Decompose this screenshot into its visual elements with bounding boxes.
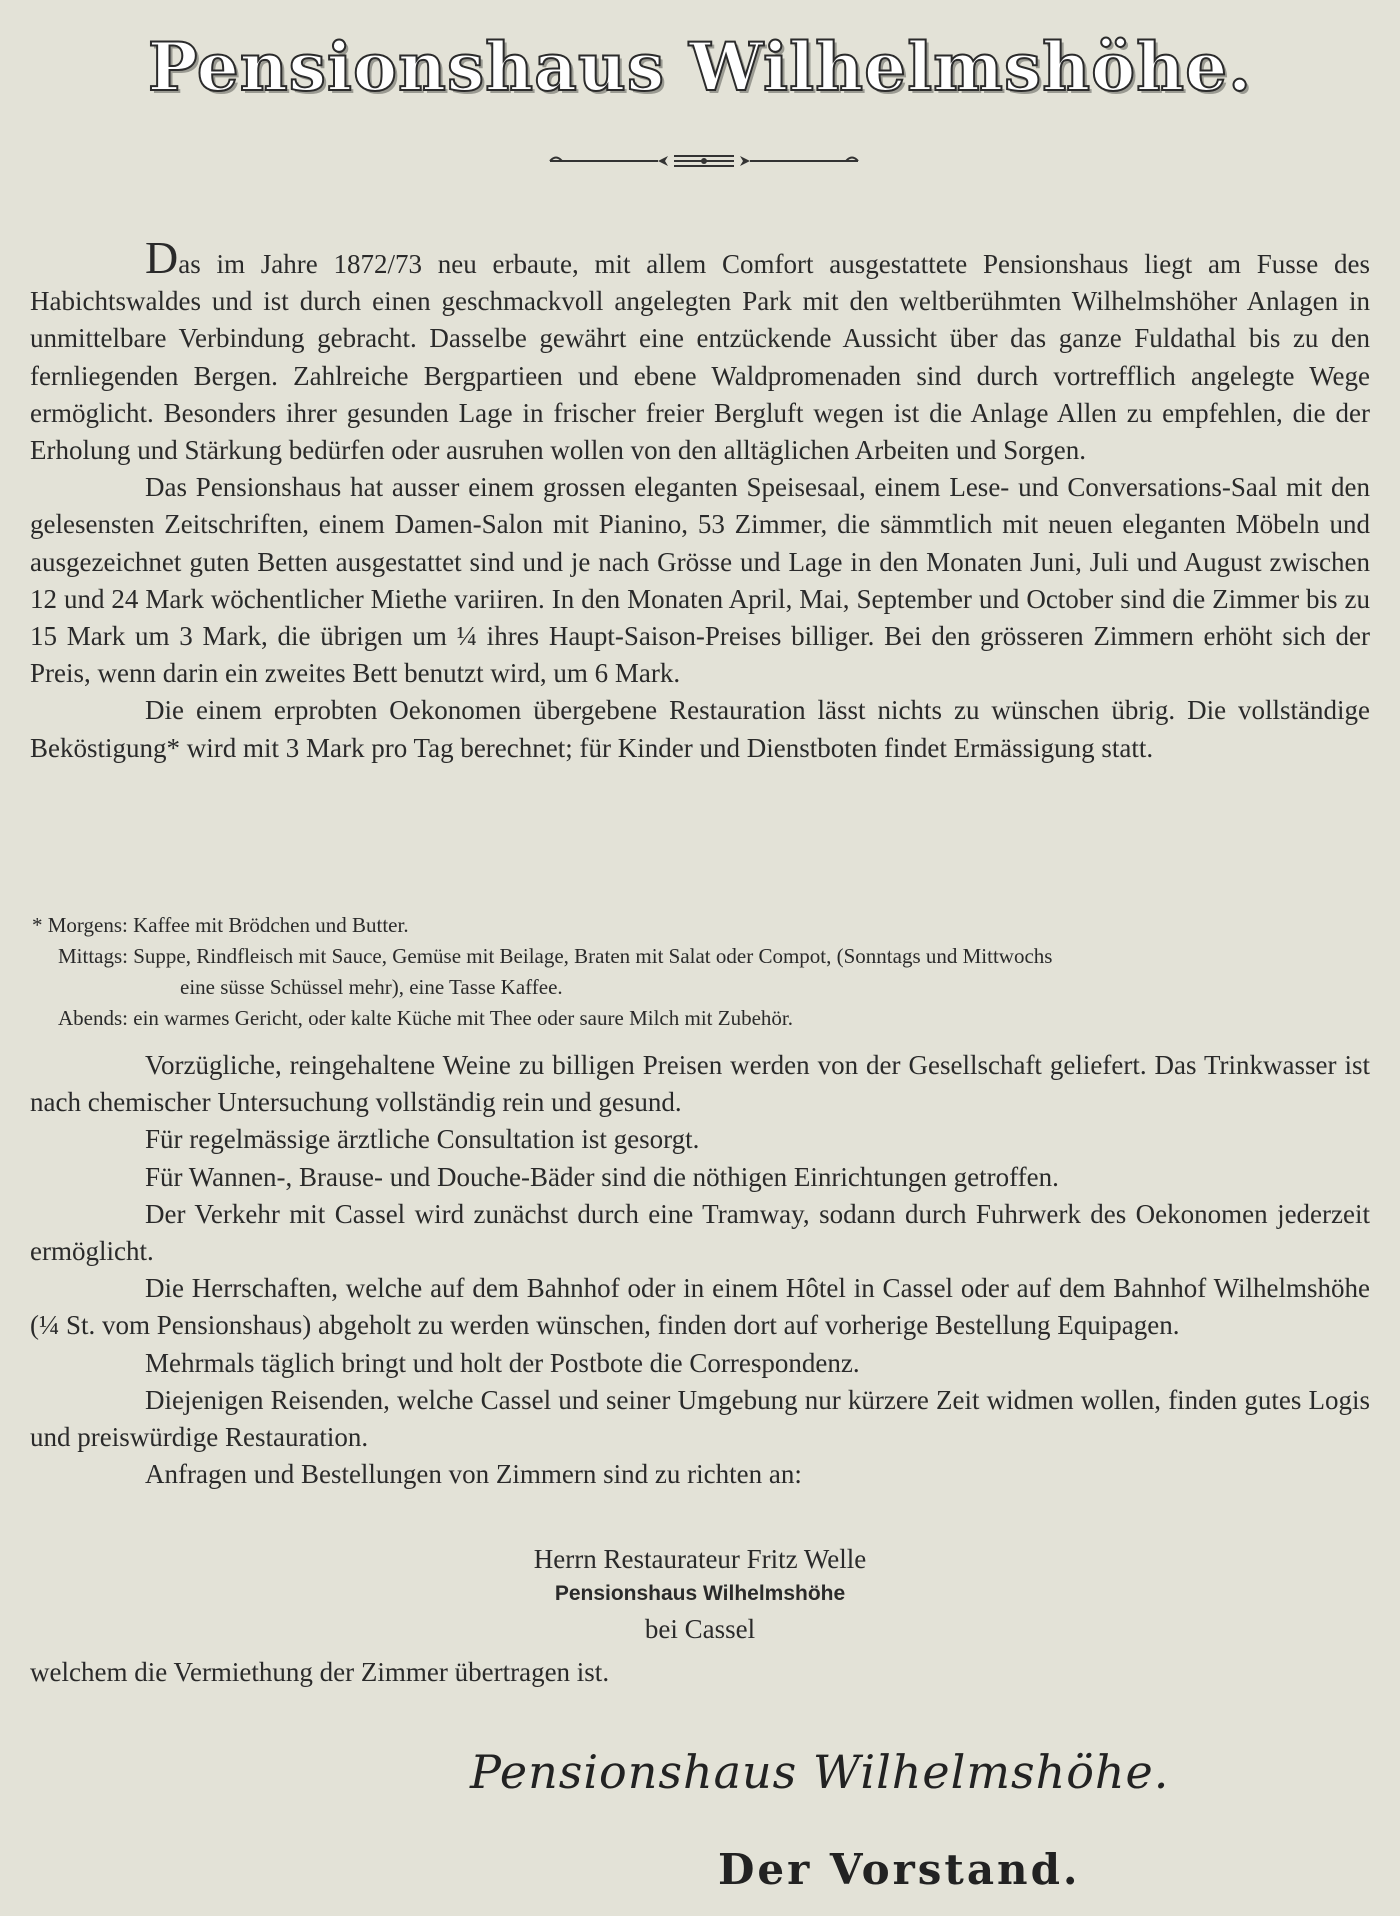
footnote-morgens: * Morgens: Kaffee mit Brödchen und Butter. [32,913,409,937]
paragraph-anfragen: Anfragen und Bestellungen von Zimmern sind zu richten an: [145,1459,802,1490]
address-line-city: bei Cassel [644,1614,756,1644]
paragraph-baeder: Für Wannen-, Brause- und Douche-Bäder sind die nöthigen Einrichtungen getroffen. [145,1161,1059,1192]
footnote-mittags-continued: eine süsse Schüssel mehr), eine Tasse Kaffee. [180,975,563,999]
ornament-divider-icon [548,150,860,172]
address-line-house: Pensionshaus Wilhelmshöhe [554,1582,846,1605]
signature-board: Der Vorstand. [718,1845,1081,1894]
address-line-name: Herrn Restaurateur Fritz Welle [533,1544,867,1574]
paragraph-post: Mehrmals täglich bringt und holt der Postbote die Correspondenz. [145,1347,860,1378]
drop-cap: D [145,232,179,283]
paragraph-verkehr: Der Verkehr mit Cassel wird zunächst durch eine Tramway, sodann durch Fuhrwerk des Oekonomen jederzeit ermöglicht. [30,1198,1370,1267]
signature-house: Pensionshaus Wilhelmshöhe. [470,1745,1170,1799]
services-text-block [30,1047,1370,1493]
paragraph-rooms: Das Pensionshaus hat ausser einem grossen eleganten Speisesaal, einem Lese- und Conversations-Saal mit den gelesensten Zeitschriften, einem Damen-Salon mit Pianino, 53 Zimmer, die sämmtlich mit neuen eleganten Möbeln und ausgezeichnet guten Betten ausgestattet sind und je nach Grösse und Lage in den Monaten Juni, Juli und August zwischen 12 und 24 Mark wöchentlicher Miethe variiren. In den Monaten April, Mai, September und October sind die Zimmer bis zu 15 Mark um 3 Mark, die übrigen um ¼ ihres Haupt-Saison-Preises billiger. Bei den grösseren Zimmern erhöht sich der Preis, wenn darin ein zweites Bett benutzt wird, um 6 Mark. [30,472,1370,689]
footnote-mittags: Mittags: Suppe, Rindfleisch mit Sauce, Gemüse mit Beilage, Braten mit Salat oder Compot, (Sonntags und Mittwochs [58,944,1053,968]
footnotes-meals [30,910,1370,1034]
paragraph-restauration: Die einem erprobten Oekonomen übergebene Restauration lässt nichts zu wünschen übrig. Die vollständige Beköstigung* wird mit 3 Mark pro Tag berechnet; für Kinder und Dienstboten findet Ermässigung statt. [30,695,1370,763]
paragraph-reisende: Diejenigen Reisenden, welche Cassel und seiner Umgebung nur kürzere Zeit widmen wollen, finden gutes Logis und preiswürdige Restauration. [30,1384,1370,1453]
paragraph-weine: Vorzügliche, reingehaltene Weine zu billigen Preisen werden von der Gesellschaft geliefert. Das Trinkwasser ist nach chemischer Untersuchung vollständig rein und gesund. [30,1050,1370,1118]
paragraph-equipagen: Die Herrschaften, welche auf dem Bahnhof oder in einem Hôtel in Cassel oder auf dem Bahnhof Wilhelmshöhe (¼ St. vom Pensionshaus) abgeholt zu werden wünschen, finden dort auf vorherige Bestellung Equipagen. [30,1273,1370,1341]
paragraph-intro: Das im Jahre 1872/73 neu erbaute, mit allem Comfort ausgestattete Pensionshaus liegt am Fusse des Habichtswaldes und ist durch einen geschmackvoll angelegten Park mit den weltberühmten Wilhelmshöher Anlagen in unmittelbare Verbindung gebracht. Dasselbe gewährt eine entzückende Aussicht über das ganze Fuldathal bis zu den fernliegenden Bergen. Zahlreiche Bergpartieen und ebene Waldpromenaden sind durch vortrefflich angelegte Wege ermöglicht. Besonders ihrer gesunden Lage in frischer freier Bergluft wegen ist die Anlage Allen zu empfehlen, die der Erholung und Stärkung bedürfen oder ausruhen wollen von den alltäglichen Arbeiten und Sorgen. [30,232,1370,466]
intro-text-block [30,232,1370,767]
paragraph-consultation: Für regelmässige ärztliche Consultation ist gesorgt. [145,1124,700,1155]
page-title: Pensionshaus Wilhelmshöhe. [147,28,1253,106]
address-block [0,1541,1400,1647]
footnote-abends: Abends: ein warmes Gericht, oder kalte Küche mit Thee oder saure Milch mit Zubehör. [58,1006,793,1030]
closing-line: welchem die Vermiethung der Zimmer übertragen ist. [30,1657,610,1687]
